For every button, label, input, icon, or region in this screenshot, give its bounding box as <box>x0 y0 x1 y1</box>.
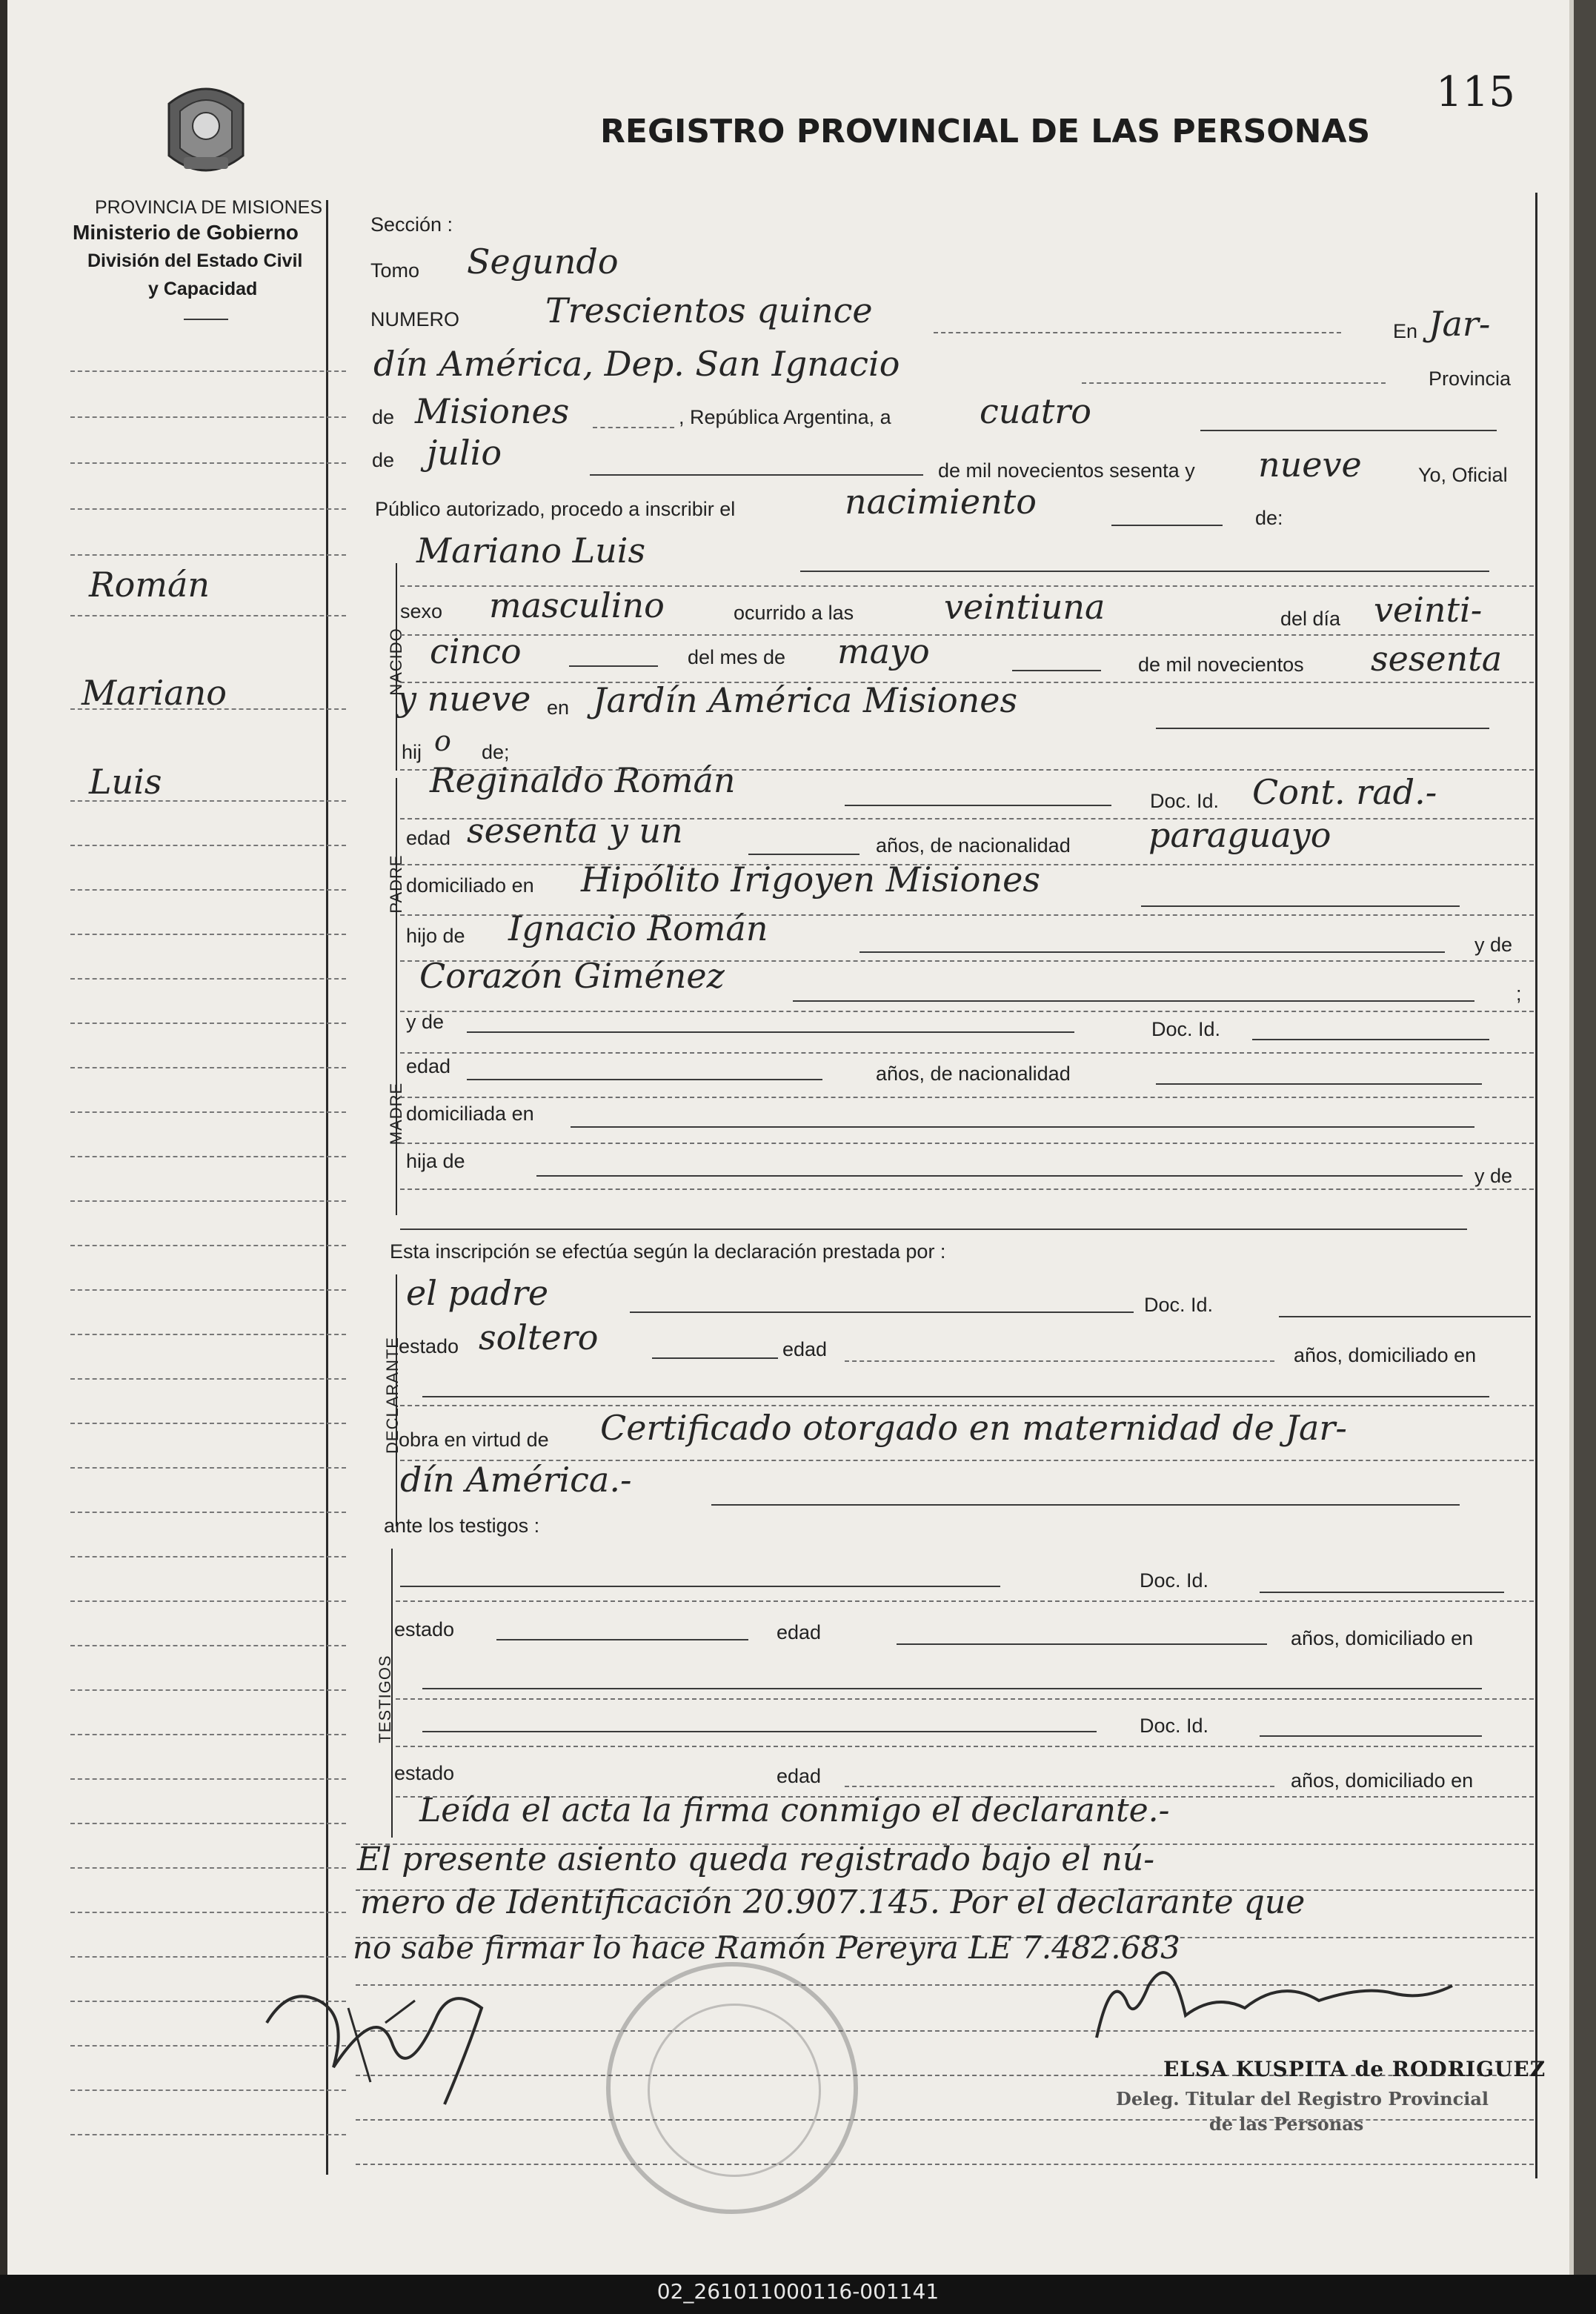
margin-line <box>70 1423 346 1424</box>
padre-nac: paraguayo <box>1148 815 1331 855</box>
madre-row-5 <box>400 1229 1467 1230</box>
en-value-2: dín América, Dep. San Ignacio <box>373 344 900 384</box>
edad-label-testigo2: edad <box>777 1765 822 1787</box>
lugar-nac-line <box>1156 728 1489 729</box>
testigo2-row-1 <box>396 1746 1534 1747</box>
footer-image-id: 02_261011000116-001141 <box>656 2279 940 2304</box>
en-label-2: en <box>547 696 570 719</box>
dia-nac-1: veinti- <box>1374 590 1483 630</box>
numero-label: NUMERO <box>370 308 459 330</box>
margin-line <box>70 845 346 846</box>
testigo1-edad-line <box>897 1643 1267 1645</box>
testigo1-nombre-line <box>400 1586 1000 1587</box>
org-line-1: PROVINCIA DE MISIONES <box>95 197 323 218</box>
abuela: Corazón Giménez <box>419 956 725 996</box>
ocurrido-label: ocurrido a las <box>734 602 854 624</box>
declarante-row <box>400 1405 1534 1406</box>
republica-label: , República Argentina, a <box>679 406 891 428</box>
doc-id-label-madre: Doc. Id. <box>1151 1018 1221 1040</box>
anio-value: nueve <box>1258 445 1362 485</box>
provincia-label: Provincia <box>1429 368 1512 390</box>
anios-nac-label-madre: años, de nacionalidad <box>876 1063 1071 1085</box>
margin-line <box>70 1289 346 1291</box>
madre-padres-line <box>536 1175 1463 1177</box>
madre-section-label: MADRE <box>387 1082 405 1146</box>
anios-dom-label-testigo1: años, domiciliado en <box>1291 1627 1474 1649</box>
domiciliado-label-padre: domiciliado en <box>406 874 534 897</box>
margin-line <box>70 1867 346 1869</box>
obra-label: obra en virtud de <box>399 1429 549 1451</box>
obra-line-2 <box>711 1504 1460 1506</box>
page-number: 115 <box>1436 68 1515 116</box>
estado-label-testigo1: estado <box>394 1618 455 1640</box>
numero-line <box>934 332 1341 333</box>
official-stamp-inner <box>648 2004 821 2177</box>
madre-nac-line <box>1156 1083 1482 1085</box>
madre-edad-label: edad <box>406 1055 451 1077</box>
margin-line <box>70 1378 346 1380</box>
margin-line <box>70 1334 346 1335</box>
sexo-value: masculino <box>489 585 665 625</box>
en-value-1: Jar- <box>1429 304 1491 344</box>
mil-label-2: de mil novecientos <box>1138 654 1304 676</box>
declarante-edad-line <box>845 1360 1274 1362</box>
madre-doc-line <box>1252 1039 1489 1040</box>
madre-edad-line <box>467 1079 822 1080</box>
lugar-line <box>1082 382 1386 384</box>
org-line-2: Ministerio de Gobierno <box>73 221 299 244</box>
testigo2-edad-line <box>845 1786 1274 1787</box>
margin-line <box>70 1734 346 1735</box>
sexo-label: sexo <box>400 600 443 622</box>
declarant-signature <box>259 1956 541 2112</box>
y-de-label-madre: y de <box>1474 1165 1513 1187</box>
madre-nombre-line <box>467 1031 1074 1033</box>
edad-label-testigo1: edad <box>777 1621 822 1643</box>
declarante-section-label: DECLARANTE <box>383 1337 402 1454</box>
madre-dom-line <box>571 1126 1474 1128</box>
de-label-2: de <box>372 449 395 471</box>
margin-line <box>70 508 346 510</box>
register-page <box>7 0 1574 2275</box>
margin-line <box>70 1200 346 1202</box>
tomo-value: Segundo <box>467 242 619 282</box>
margin-line <box>70 1111 346 1113</box>
dia-value: cuatro <box>980 391 1091 431</box>
declarante-doc-line <box>1279 1316 1531 1317</box>
hijo-value: o <box>434 725 451 757</box>
margin-line <box>70 1912 346 1913</box>
padre-edad: sesenta y un <box>467 811 683 851</box>
mil-label: de mil novecientos sesenta y <box>938 459 1195 482</box>
margin-surname: Román <box>89 565 210 605</box>
dia-nac-2: cinco <box>430 631 522 671</box>
dia-nac-line <box>569 665 658 667</box>
padre-edad-line <box>748 854 859 855</box>
margin-line <box>70 1467 346 1469</box>
official-name: ELSA KUSPITA de RODRIGUEZ <box>1163 2057 1546 2081</box>
margin-middle-name: Luis <box>89 762 162 802</box>
padre-dom-line <box>1141 905 1460 907</box>
publico-label: Público autorizado, procedo a inscribir el <box>375 498 736 520</box>
doc-id-label-testigo2: Doc. Id. <box>1140 1715 1209 1737</box>
del-dia-label: del día <box>1280 608 1341 630</box>
closing-row-8 <box>356 2164 1534 2165</box>
abuela-semicolon: ; <box>1516 983 1522 1005</box>
provincia-line <box>593 427 674 428</box>
declarante-line <box>630 1311 1134 1313</box>
closing-line-1: Leída el acta la firma conmigo el declarante.- <box>419 1792 1170 1829</box>
anios-dom-label-testigo2: años, domiciliado en <box>1291 1769 1474 1792</box>
madre-row-3 <box>400 1143 1534 1144</box>
closing-line-2: El presente asiento queda registrado bajo el nú- <box>357 1841 1155 1878</box>
abuelo: Ignacio Román <box>508 908 768 948</box>
margin-line <box>70 1023 346 1024</box>
obra-value-1: Certificado otorgado en maternidad de Jar- <box>600 1408 1347 1448</box>
madre-row-2 <box>400 1097 1534 1098</box>
hijo-label: hij <box>402 741 422 763</box>
estado-label-declarante: estado <box>399 1335 459 1357</box>
declarante-dom-line <box>422 1396 1489 1397</box>
dia-line <box>1200 430 1497 431</box>
padre-dom: Hipólito Irigoyen Misiones <box>581 860 1040 900</box>
doc-id-label-padre: Doc. Id. <box>1150 790 1220 812</box>
provincia-value: Misiones <box>415 391 570 431</box>
nacido-section-label: NACIDO <box>387 628 405 696</box>
doc-id-label-testigo1: Doc. Id. <box>1140 1569 1209 1592</box>
testigo1-row-2 <box>396 1698 1534 1700</box>
official-signature <box>1082 1956 1467 2045</box>
org-line-3: División del Estado Civil <box>87 250 303 271</box>
declarante-value: el padre <box>406 1273 549 1313</box>
book-binding <box>0 0 7 2275</box>
margin-line <box>70 1512 346 1513</box>
hora-value: veintiuna <box>944 587 1105 627</box>
mes-nac: mayo <box>837 631 930 671</box>
declarante-estado-line <box>652 1357 778 1359</box>
padre-nombre: Reginaldo Román <box>430 760 736 800</box>
acto-line <box>1111 525 1223 526</box>
numero-value: Trescientos quince <box>545 290 873 330</box>
margin-line <box>70 1556 346 1557</box>
oficial-label: Yo, Oficial <box>1418 464 1508 486</box>
declarante-estado: soltero <box>479 1317 599 1357</box>
closing-line-4: no sabe firmar lo hace Ramón Pereyra LE 7.482.683 <box>353 1929 1180 1966</box>
margin-line <box>70 978 346 980</box>
domiciliada-label: domiciliada en <box>406 1103 534 1125</box>
edad-label-declarante: edad <box>782 1338 828 1360</box>
abuela-line <box>793 1000 1474 1002</box>
doc-id-label-declarante: Doc. Id. <box>1144 1294 1214 1316</box>
margin-line <box>70 1600 346 1602</box>
anio-nac-1: sesenta <box>1371 639 1503 679</box>
de-label: de <box>372 406 395 428</box>
margin-line <box>70 1156 346 1157</box>
padre-nombre-line <box>845 805 1111 806</box>
testigo2-doc-line <box>1260 1735 1482 1737</box>
y-de-label-padre: y de <box>1474 934 1513 956</box>
margin-line <box>70 462 346 464</box>
sexo-line <box>400 634 1534 636</box>
madre-row-4 <box>400 1188 1534 1190</box>
testigo1-dom-line <box>422 1688 1482 1689</box>
lugar-nac: Jardín América Misiones <box>593 680 1018 720</box>
org-line-4: y Capacidad <box>148 279 258 299</box>
margin-line <box>70 416 346 418</box>
estado-label-testigo2: estado <box>394 1762 455 1784</box>
margin-rule <box>326 200 328 2175</box>
margin-line <box>70 889 346 891</box>
mes-nac-line <box>1012 670 1101 671</box>
hijo-de: de; <box>482 741 510 763</box>
madre-y-de: y de <box>406 1011 445 1033</box>
margin-line <box>70 1689 346 1691</box>
official-title-2: de las Personas <box>1209 2113 1364 2135</box>
abuela-row-line <box>400 1011 1534 1012</box>
mes-line <box>590 474 923 476</box>
testigo1-estado-line <box>496 1639 748 1640</box>
anios-dom-label-declarante: años, domiciliado en <box>1294 1344 1477 1366</box>
anios-nac-label-padre: años, de nacionalidad <box>876 834 1071 857</box>
abuelo-line <box>859 951 1445 953</box>
margin-line <box>70 1823 346 1824</box>
testigo1-row-1 <box>396 1600 1534 1602</box>
margin-line <box>70 2134 346 2135</box>
margin-line <box>70 615 346 616</box>
en-label: En <box>1393 320 1418 342</box>
edad-label-padre: edad <box>406 827 451 849</box>
anio-nac-2: y nueve <box>397 679 531 719</box>
testigo2-nombre-line <box>422 1731 1097 1732</box>
margin-line <box>70 370 346 372</box>
provincial-seal-icon <box>154 74 258 185</box>
org-divider <box>184 319 228 320</box>
nombre-value: Mariano Luis <box>416 531 646 571</box>
testigo1-doc-line <box>1260 1592 1504 1593</box>
padre-doc: Cont. rad.- <box>1252 772 1437 812</box>
declaracion-label: Esta inscripción se efectúa según la declaración prestada por : <box>390 1240 946 1263</box>
mes-label: del mes de <box>688 646 786 668</box>
testigos-label: ante los testigos : <box>384 1515 540 1537</box>
margin-line <box>70 934 346 935</box>
testigos-section-label: TESTIGOS <box>376 1655 394 1743</box>
official-title-1: Deleg. Titular del Registro Provincial <box>1116 2088 1489 2109</box>
margin-line <box>70 1245 346 1246</box>
seccion-label: Sección : <box>370 213 453 236</box>
margin-line <box>70 1645 346 1646</box>
margin-line <box>70 1778 346 1780</box>
page-title: REGISTRO PROVINCIAL DE LAS PERSONAS <box>600 113 1371 150</box>
tomo-label: Tomo <box>370 259 420 282</box>
padre-section-label: PADRE <box>387 854 405 914</box>
de-colon: de: <box>1255 507 1283 529</box>
nombre-line <box>800 571 1489 572</box>
margin-line <box>70 1067 346 1068</box>
closing-line-3: mero de Identificación 20.907.145. Por el declarante que <box>360 1884 1306 1921</box>
margin-line <box>70 554 346 556</box>
hija-de-label: hija de <box>406 1150 465 1172</box>
official-stamp <box>606 1962 858 2214</box>
hijo-de-label: hijo de <box>406 925 465 947</box>
mes-value: julio <box>427 433 502 473</box>
margin-first-name: Mariano <box>82 673 227 713</box>
obra-value-2: dín América.- <box>400 1460 632 1500</box>
acto-value: nacimiento <box>845 482 1037 522</box>
right-rule <box>1535 193 1537 2178</box>
madre-row-1 <box>400 1052 1534 1054</box>
